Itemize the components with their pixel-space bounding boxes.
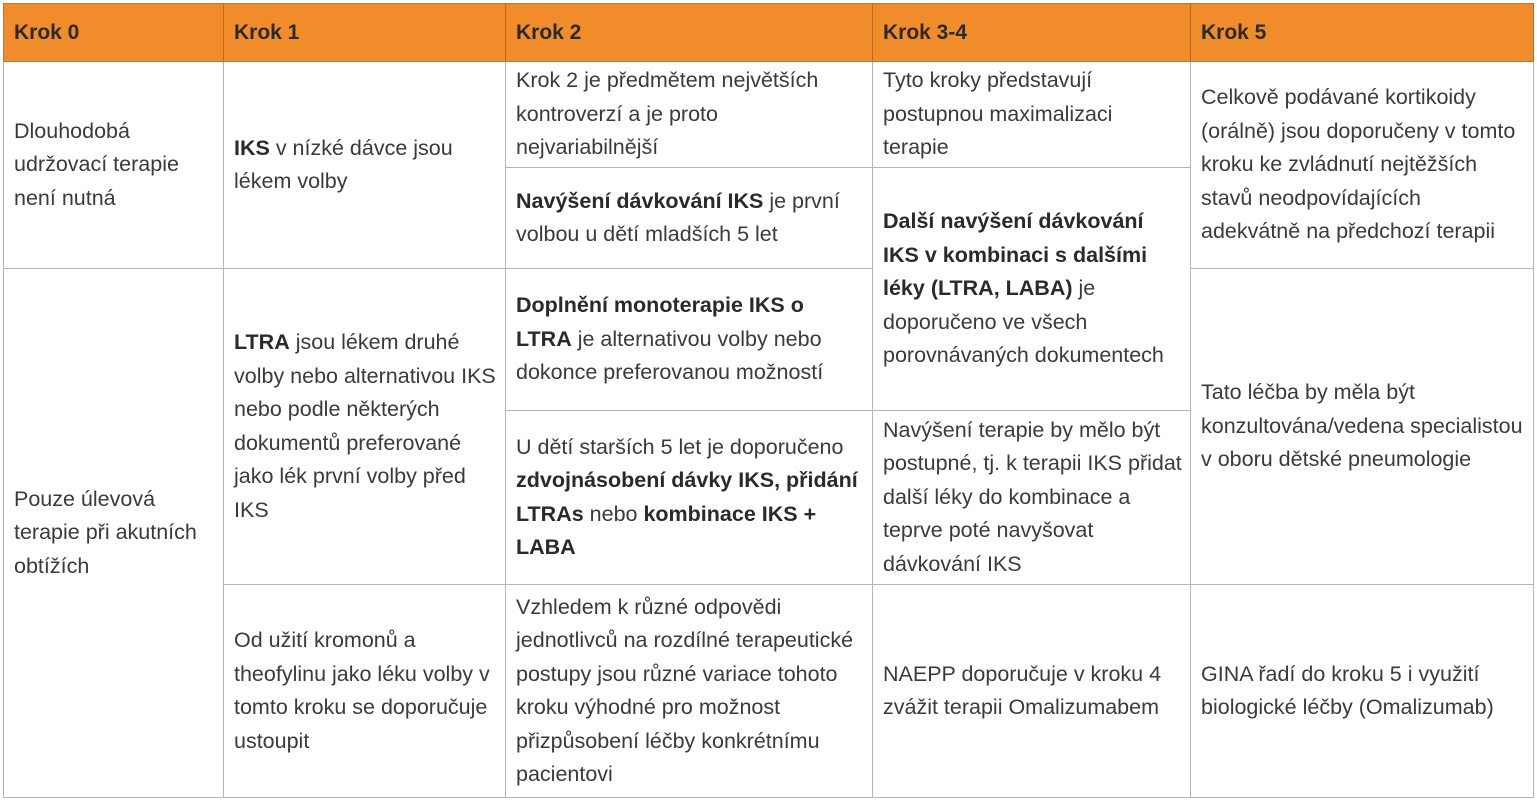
table-row: [4, 269, 1534, 411]
header-krok-2: Krok 2: [506, 4, 873, 62]
text: nebo: [583, 501, 644, 526]
table-row: [4, 62, 1534, 168]
bold-text: Další navýšení dávkování IKS v kombinaci s dalšími léky (LTRA, LABA): [883, 209, 1148, 301]
text: jsou lékem druhé volby nebo alternativou IKS nebo podle některých dokumentů preferované jako lék první volby před IKS: [234, 330, 496, 522]
cell-k1-kromony: Od užití kromonů a theofylinu jako léku volby v tomto kroku se doporučuje ustoupit: [224, 585, 506, 798]
bold-text: Doplnění monoterapie IKS o LTRA: [516, 293, 804, 351]
treatment-steps-table-wrapper: [3, 3, 1533, 796]
text: je doporučeno ve všech porovnávaných dokumentech: [883, 276, 1164, 368]
cell-k5-specialist: Tato léčba by měla být konzultována/vedena specialistou v oboru dětské pneumologie: [1191, 269, 1534, 585]
cell-k3-combination: [873, 168, 1191, 411]
cell-k1-ltra: [224, 269, 506, 585]
cell-k3-maximalization: Tyto kroky představují postupnou maximalizaci terapie: [873, 62, 1191, 168]
cell-k3-gradual: Navýšení terapie by mělo být postupné, tj. k terapii IKS přidat další léky do kombinace a teprve poté navyšovat dávkování IKS: [873, 411, 1191, 585]
text: U dětí starších 5 let je doporučeno: [516, 434, 844, 459]
bold-text: kombinace IKS + LABA: [516, 501, 817, 559]
bold-text: IKS: [234, 135, 270, 160]
header-row: [4, 4, 1534, 62]
text: v nízké dávce jsou lékem volby: [234, 135, 453, 193]
cell-k0-relief: Pouze úlevová terapie při akutních obtížích: [4, 269, 224, 798]
text: je první volbou u dětí mladších 5 let: [516, 188, 840, 246]
cell-k2-older-children: [506, 411, 873, 585]
header-krok-0: Krok 0: [4, 4, 224, 62]
bold-text: LTRA: [234, 330, 290, 354]
cell-k3-omalizumab: NAEPP doporučuje v kroku 4 zvážit terapii Omalizumabem: [873, 585, 1191, 798]
header-krok-5: Krok 5: [1191, 4, 1534, 62]
cell-k2-ltra-add: [506, 269, 873, 411]
cell-k2-controversy: Krok 2 je předmětem největších kontroverzí a je proto nejvariabilnější: [506, 62, 873, 168]
header-krok-1: Krok 1: [224, 4, 506, 62]
cell-k5-biologic: GINA řadí do kroku 5 i využití biologické léčby (Omalizumab): [1191, 585, 1534, 798]
treatment-steps-table: [3, 3, 1534, 798]
cell-k5-corticoids: Celkově podávané kortikoidy (orálně) jsou doporučeny v tomto kroku ke zvládnutí nejtěžších stavů neodpovídajících adekvátně na předchozí terapii: [1191, 62, 1534, 269]
table-row: [4, 585, 1534, 798]
bold-text: Navýšení dávkování IKS: [516, 188, 764, 213]
cell-k2-individual: Vzhledem k různé odpovědi jednotlivců na rozdílné terapeutické postupy jsou různé variace tohoto kroku výhodné pro možnost přizpůsobení léčby konkrétnímu pacientovi: [506, 585, 873, 798]
cell-k2-dose-increase: [506, 168, 873, 269]
text: je alternativou volby nebo dokonce preferovanou možností: [516, 326, 824, 385]
header-krok-3-4: Krok 3-4: [873, 4, 1191, 62]
cell-k1-iks: [224, 62, 506, 269]
bold-text: zdvojnásobení dávky IKS, přidání LTRAs: [516, 468, 858, 526]
cell-k0-maintenance: Dlouhodobá udržovací terapie není nutná: [4, 62, 224, 269]
